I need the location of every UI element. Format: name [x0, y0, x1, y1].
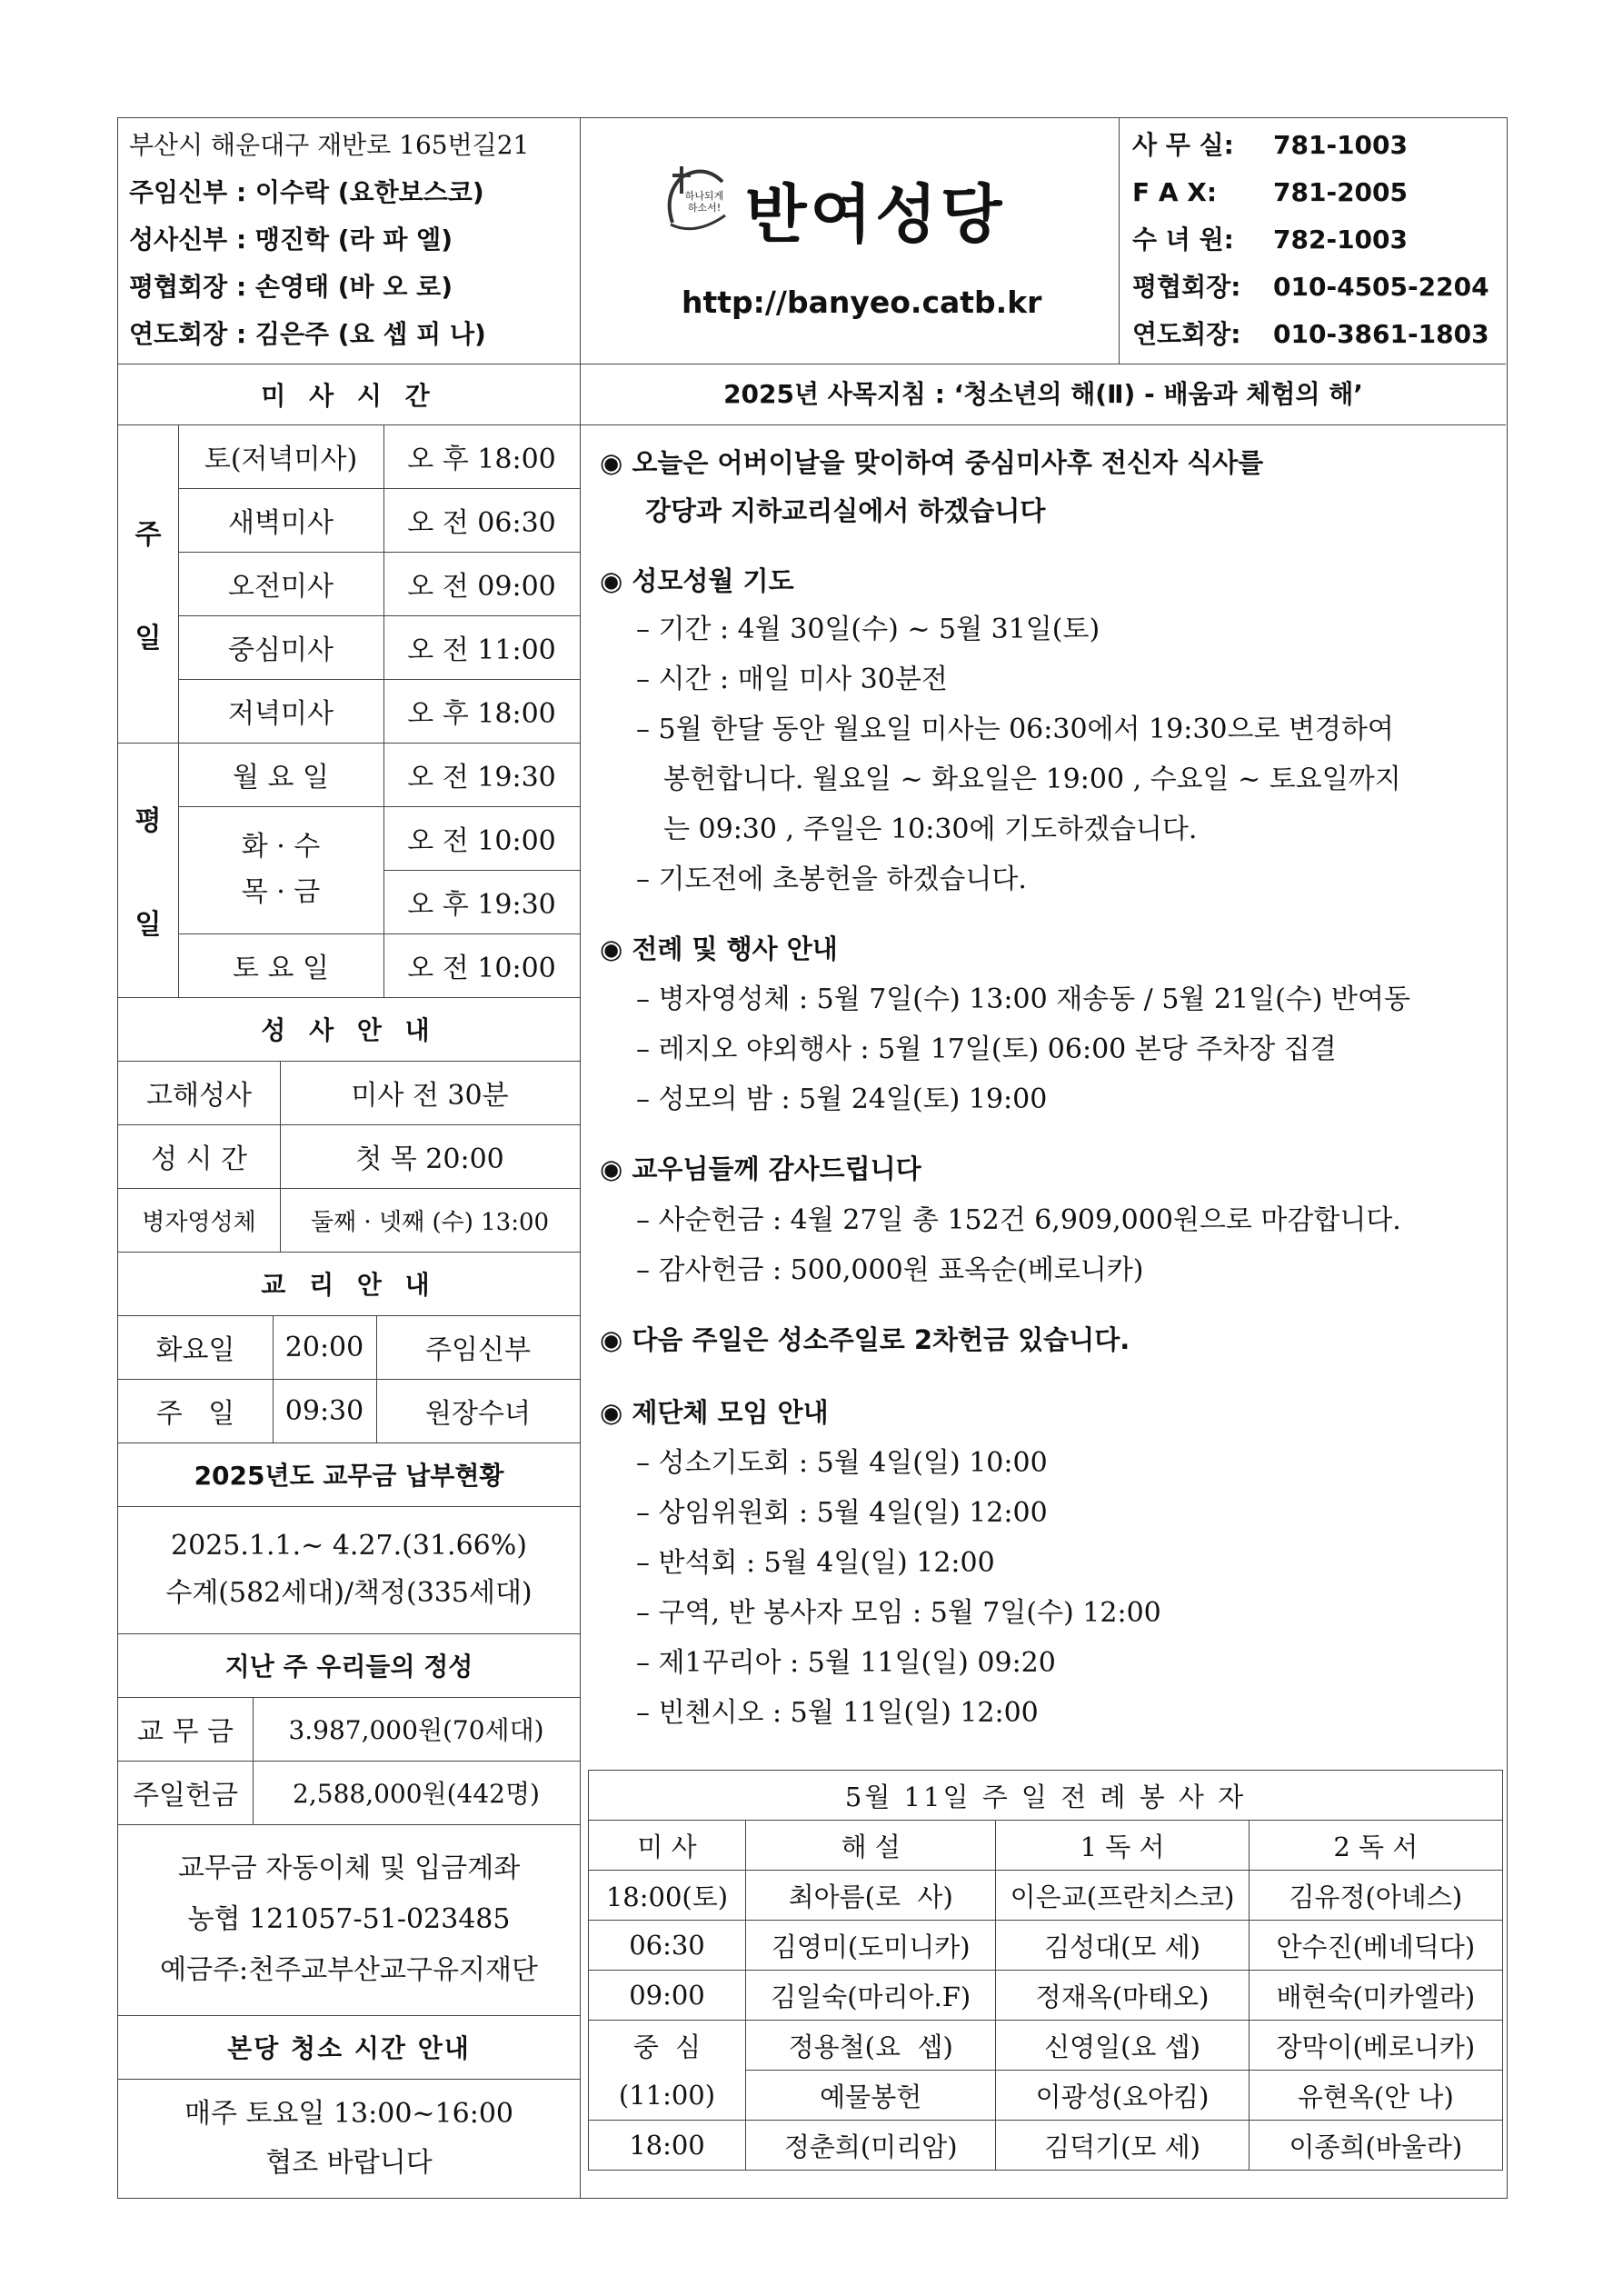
- table-cell: 중 심: [589, 2021, 746, 2071]
- table-cell: 이은교(프란치스코): [996, 1871, 1249, 1921]
- offering-label: 주일헌금: [133, 1780, 238, 1812]
- notice-heading: ◉ 전례 및 행사 안내: [600, 933, 838, 964]
- contact-row: [1132, 216, 1505, 264]
- notices: [600, 424, 1499, 1761]
- contact-row: [1132, 169, 1505, 216]
- table-cell: 이광성(요아킴): [996, 2071, 1249, 2121]
- contact-label: 사 무 실:: [1132, 130, 1234, 160]
- table-cell: 장막이(베로니카): [1249, 2021, 1502, 2071]
- mass-name: 토(저녁미사): [204, 444, 358, 475]
- logo-text: 하나되게 하소서!: [684, 190, 724, 214]
- notice-item: – 5월 한달 동안 월요일 미사는 06:30에서 19:30으로 변경하여: [636, 714, 1394, 745]
- mass-name: 오전미사: [228, 571, 334, 603]
- notice-heading: ◉ 다음 주일은 성소주일로 2차헌금 있습니다.: [600, 1324, 1130, 1355]
- table-cell: 김덕기(모 세): [996, 2121, 1249, 2171]
- sacrament-label: 병자영성체: [142, 1208, 256, 1236]
- table-cell: 김성대(모 세): [996, 1921, 1249, 1971]
- clergy-role: 주임신부 :: [129, 177, 247, 207]
- notice-item: – 레지오 야외행사 : 5월 17일(토) 06:00 본당 주차장 집결: [636, 1033, 1337, 1065]
- contact-label: F A X:: [1132, 177, 1218, 207]
- address: 부산시 해운대구 재반로 165번길21: [129, 130, 530, 160]
- contact-row: [1132, 311, 1505, 358]
- notice-item: – 사순헌금 : 4월 27일 총 152건 6,909,000원으로 마감합니다.: [636, 1204, 1401, 1236]
- notice-item: – 제1꾸리아 : 5월 11일(일) 09:20: [636, 1647, 1056, 1679]
- account-holder: 예금주:천주교부산교구유지재단: [160, 1954, 538, 1986]
- cleaning-info: [118, 2079, 580, 2198]
- notice-item: – 반석회 : 5월 4일(일) 12:00: [636, 1547, 995, 1579]
- sacrament-label: 성 시 간: [150, 1143, 247, 1175]
- table-row: [589, 2071, 1503, 2121]
- offering-label: 교 무 금: [136, 1716, 234, 1748]
- table-cell: 김영미(도미니카): [745, 1921, 996, 1971]
- notice-heading: ◉ 교우님들께 감사드립니다: [600, 1153, 921, 1184]
- catechism-time: 20:00: [284, 1331, 364, 1363]
- notice-item: – 빈첸시오 : 5월 11일(일) 12:00: [636, 1697, 1039, 1729]
- catechism-time: 09:30: [284, 1394, 364, 1427]
- clergy-name: 이수락 (요한보스코): [254, 177, 484, 207]
- column-header: 1 독 서: [996, 1821, 1249, 1871]
- notice-item: – 병자영성체 : 5월 7일(수) 13:00 재송동 / 5월 21일(수) 반여동: [636, 983, 1410, 1015]
- notice-item: – 구역, 반 봉사자 모임 : 5월 7일(수) 12:00: [636, 1597, 1161, 1629]
- mass-time: 오 전 19:30: [407, 762, 556, 794]
- contact-label: 연도회장:: [1132, 319, 1241, 349]
- mass-name: 새벽미사: [228, 507, 334, 539]
- bulletin-page: [117, 117, 1508, 2199]
- mass-name: 저녁미사: [228, 698, 334, 730]
- mass-time: 오 후 18:00: [407, 444, 556, 475]
- clergy-role: 성사신부 :: [129, 225, 247, 255]
- catechism-title: 교 리 안 내: [261, 1270, 437, 1300]
- mass-time: 오 후 19:30: [407, 889, 556, 921]
- mass-time: 오 전 06:30: [407, 507, 556, 539]
- notice-item: – 성소기도회 : 5월 4일(일) 10:00: [636, 1447, 1048, 1479]
- contact-number: 781-1003: [1273, 130, 1408, 160]
- table-row: [589, 1971, 1503, 2021]
- table-cell: 안수진(베네딕다): [1249, 1921, 1502, 1971]
- dues-status: [118, 1506, 580, 1633]
- clergy-name: 맹진학 (라 파 엘): [254, 225, 453, 255]
- table-cell: 18:00: [589, 2121, 746, 2171]
- table-cell: 06:30: [589, 1921, 746, 1971]
- notice-item: – 상임위원회 : 5월 4일(일) 12:00: [636, 1497, 1048, 1529]
- table-cell: 정재옥(마태오): [996, 1971, 1249, 2021]
- notice-item: – 기도전에 초봉헌을 하겠습니다.: [636, 863, 1027, 895]
- table-row: [589, 1921, 1503, 1971]
- table-cell: 예물봉헌: [745, 2071, 996, 2121]
- table-row: [589, 1871, 1503, 1921]
- table-cell: 09:00: [589, 1971, 746, 2021]
- table-row: [589, 2021, 1503, 2071]
- parish-logo: [654, 159, 736, 241]
- clergy-role: 연도회장 :: [129, 319, 247, 349]
- table-cell: 유현옥(안 나): [1249, 2071, 1502, 2121]
- table-cell: 신영일(요 셉): [996, 2021, 1249, 2071]
- table-row: [589, 2121, 1503, 2171]
- offering-value: 2,588,000원(442명): [293, 1779, 540, 1809]
- table-cell: 김유정(아녜스): [1249, 1871, 1502, 1921]
- mass-time: 오 후 18:00: [407, 698, 556, 730]
- notice-heading: 강당과 지하교리실에서 하겠습니다: [645, 495, 1046, 526]
- clergy-name: 손영태 (바 오 로): [254, 272, 453, 302]
- table-cell: 18:00(토): [589, 1871, 746, 1921]
- cleaning-title: 본당 청소 시간 안내: [227, 2033, 471, 2063]
- dues-period: 2025.1.1.~ 4.27.(31.66%): [171, 1530, 527, 1562]
- table-cell: 정춘희(미리암): [745, 2121, 996, 2171]
- table-cell: 최아름(로 사): [745, 1871, 996, 1921]
- table-cell: 이종희(바울라): [1249, 2121, 1502, 2171]
- catechism-teacher: 원장수녀: [425, 1398, 531, 1430]
- mass-name: 토 요 일: [232, 953, 329, 984]
- dues-title: 2025년도 교무금 납부현황: [194, 1461, 504, 1491]
- notice-heading: ◉ 성모성월 기도: [600, 565, 794, 596]
- clergy-name: 김은주 (요 셉 피 나): [254, 319, 486, 349]
- column-header: 미 사: [589, 1821, 746, 1871]
- table-cell: 배현숙(미카엘라): [1249, 1971, 1502, 2021]
- contact-label: 수 녀 원:: [1132, 225, 1234, 255]
- liturgy-servers-table: [588, 1770, 1503, 2171]
- catechism-teacher: 주임신부: [425, 1334, 531, 1366]
- offering-title: 지난 주 우리들의 정성: [224, 1652, 473, 1682]
- table-header-row: [589, 1821, 1503, 1871]
- sacrament-label: 고해성사: [146, 1080, 252, 1112]
- pastoral-motto: 2025년 사목지침 : ‘청소년의 해(Ⅱ) - 배움과 체험의 해’: [723, 379, 1363, 409]
- contact-list: [1132, 122, 1505, 358]
- sacrament-value: 둘째 · 넷째 (수) 13:00: [310, 1208, 550, 1236]
- dues-households: 수계(582세대)/책정(335세대): [165, 1577, 533, 1609]
- weekday-label: 평 일: [134, 805, 162, 941]
- contact-number: 781-2005: [1273, 177, 1408, 207]
- website-link[interactable]: http://banyeo.catb.kr: [682, 285, 1042, 320]
- offering-value: 3.987,000원(70세대): [288, 1715, 544, 1745]
- notice-item: 는 09:30 , 주일은 10:30에 기도하겠습니다.: [663, 814, 1198, 845]
- catechism-day: 주 일: [155, 1398, 235, 1430]
- table-title-row: [589, 1771, 1503, 1821]
- notice-item: 봉헌합니다. 월요일 ~ 화요일은 19:00 , 수요일 ~ 토요일까지: [663, 764, 1401, 795]
- mass-time: 오 전 09:00: [407, 571, 556, 603]
- header-info: [129, 122, 574, 358]
- parish-name: 반여성당: [745, 177, 1006, 252]
- catechism-day: 화요일: [155, 1334, 235, 1366]
- notice-heading: ◉ 오늘은 어버이날을 맞이하여 중심미사후 전신자 식사를: [600, 447, 1264, 478]
- cleaning-note: 협조 바랍니다: [265, 2146, 433, 2179]
- contact-label: 평협회장:: [1132, 272, 1241, 302]
- sacrament-value: 첫 목 20:00: [355, 1143, 504, 1175]
- account-number: 농협 121057-51-023485: [187, 1903, 511, 1935]
- mass-name: 화 · 수 목 · 금: [241, 831, 321, 908]
- notice-item: – 감사헌금 : 500,000원 표옥순(베로니카): [636, 1254, 1144, 1286]
- table-cell: (11:00): [589, 2071, 746, 2121]
- sacrament-value: 미사 전 30분: [351, 1080, 509, 1112]
- mass-name: 월 요 일: [232, 762, 329, 794]
- sacrament-title: 성 사 안 내: [261, 1015, 437, 1045]
- mass-name: 중심미사: [228, 634, 334, 666]
- contact-row: [1132, 264, 1505, 311]
- sunday-label: 주 일: [134, 519, 162, 654]
- contact-row: [1132, 122, 1505, 169]
- notice-heading: ◉ 제단체 모임 안내: [600, 1397, 829, 1428]
- notice-item: – 시간 : 매일 미사 30분전: [636, 664, 948, 695]
- table-title: 5월 11일 주 일 전 례 봉 사 자: [589, 1771, 1503, 1821]
- column-header: 2 독 서: [1249, 1821, 1502, 1871]
- notice-item: – 성모의 밤 : 5월 24일(토) 19:00: [636, 1083, 1048, 1115]
- mass-title: 미 사 시 간: [261, 380, 437, 411]
- mass-time: 오 전 11:00: [407, 634, 556, 666]
- notice-item: – 기간 : 4월 30일(수) ~ 5월 31일(토): [636, 614, 1100, 645]
- column-header: 해 설: [745, 1821, 996, 1871]
- contact-number: 010-3861-1803: [1273, 319, 1489, 349]
- mass-time: 오 전 10:00: [407, 953, 556, 984]
- contact-number: 010-4505-2204: [1273, 272, 1489, 302]
- contact-number: 782-1003: [1273, 225, 1408, 255]
- account-line: 교무금 자동이체 및 입금계좌: [177, 1852, 521, 1884]
- table-cell: 김일숙(마리아.F): [745, 1971, 996, 2021]
- table-cell: 정용철(요 셉): [745, 2021, 996, 2071]
- mass-time: 오 전 10:00: [407, 825, 556, 857]
- cleaning-time: 매주 토요일 13:00~16:00: [184, 2097, 514, 2130]
- account-info: [118, 1824, 580, 2015]
- clergy-role: 평협회장 :: [129, 272, 247, 302]
